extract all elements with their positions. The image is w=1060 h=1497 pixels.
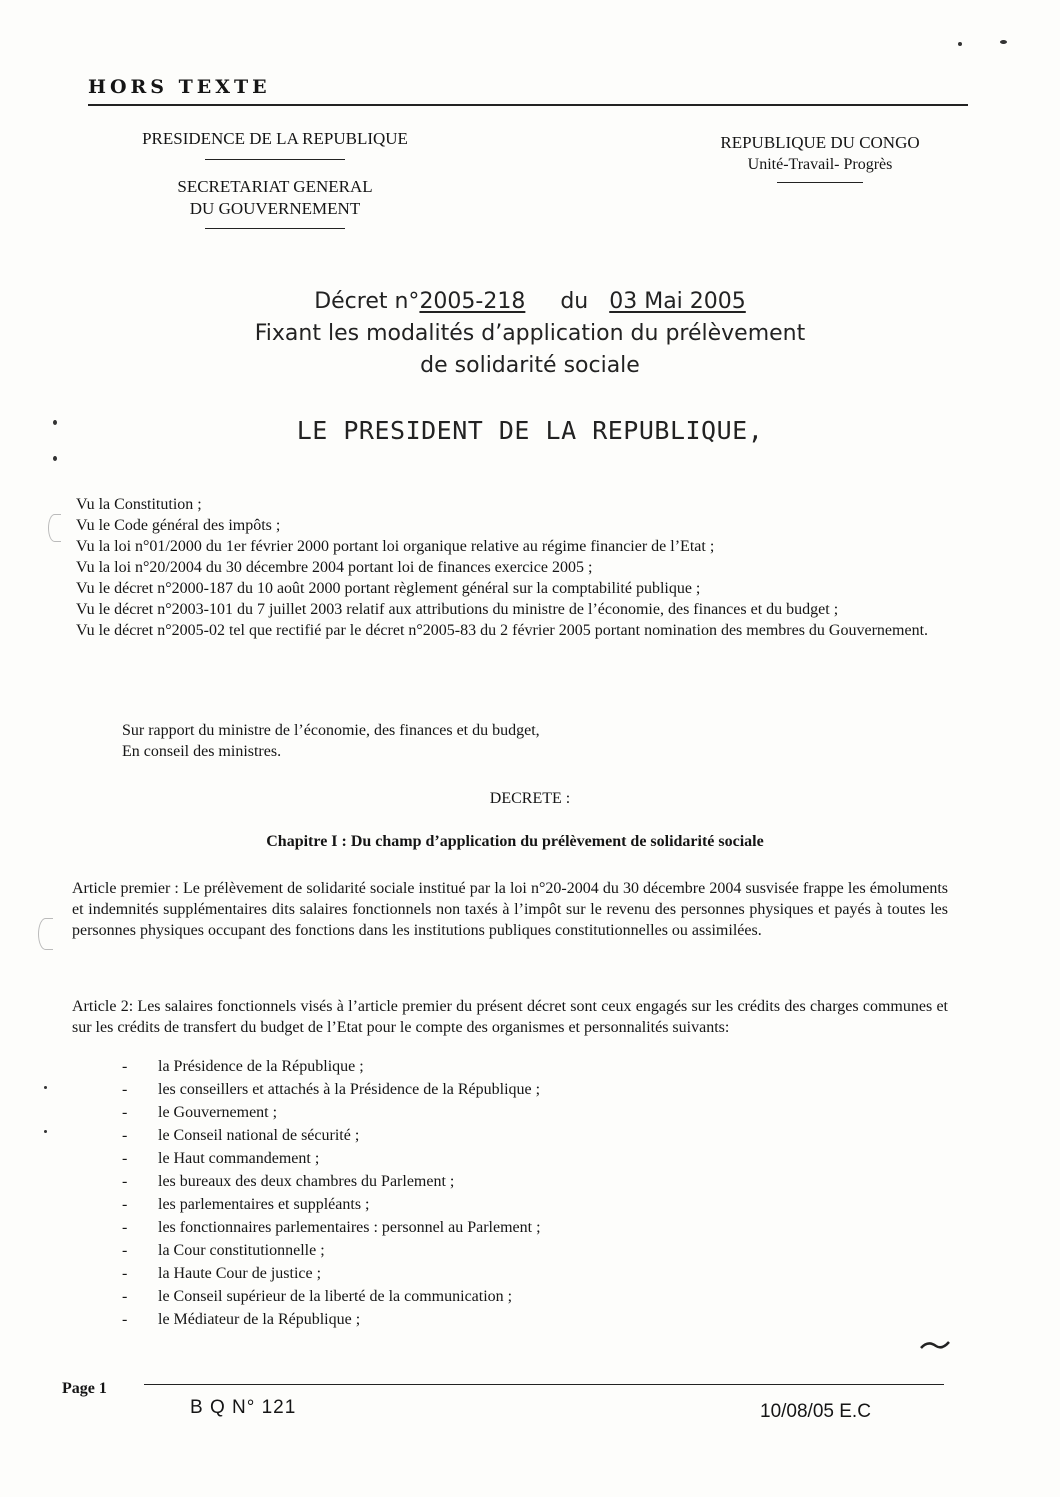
list-item bbox=[122, 1262, 822, 1285]
decree-title bbox=[150, 286, 910, 382]
list-item bbox=[122, 1078, 822, 1101]
list-item-text: la Haute Cour de justice ; bbox=[158, 1265, 322, 1282]
scan-speck bbox=[44, 1130, 47, 1133]
header-left-sub bbox=[110, 176, 440, 229]
list-item bbox=[122, 1101, 822, 1124]
vu-item: Vu le Code général des impôts ; bbox=[76, 517, 281, 534]
hors-texte-label: HORS TEXTE bbox=[88, 76, 271, 98]
presidence-label: PRESIDENCE DE LA REPUBLIQUE bbox=[142, 129, 408, 148]
list-item bbox=[122, 1285, 822, 1308]
punch-hole-shadow bbox=[38, 918, 53, 950]
vu-item: Vu la Constitution ; bbox=[76, 496, 202, 513]
footer-bq-number: B Q N° 121 bbox=[190, 1397, 297, 1418]
handwritten-mark bbox=[918, 1336, 952, 1356]
list-item bbox=[122, 1216, 822, 1239]
list-item bbox=[122, 1308, 822, 1331]
vu-item: Vu le décret n°2003-101 du 7 juillet 2003 relatif aux attributions du ministre de l’économie, des finances et du budget ; bbox=[76, 601, 839, 618]
list-item-text: la Présidence de la République ; bbox=[158, 1058, 364, 1075]
vu-item: Vu le décret n°2000-187 du 10 août 2000 portant règlement général sur la comptabilité publique ; bbox=[76, 580, 701, 597]
list-dash: - bbox=[122, 1311, 128, 1328]
header-right-rule bbox=[777, 182, 863, 183]
list-dash: - bbox=[122, 1058, 128, 1075]
republique-label: REPUBLIQUE DU CONGO bbox=[720, 133, 920, 152]
list-item-text: le Médiateur de la République ; bbox=[158, 1311, 361, 1328]
footer-page-number: Page 1 bbox=[62, 1380, 107, 1397]
list-dash: - bbox=[122, 1104, 128, 1121]
secretariat-label: SECRETARIAT GENERAL bbox=[177, 177, 373, 196]
chapitre-heading: Chapitre I : Du champ d’application du prélèvement de solidarité sociale bbox=[266, 833, 764, 850]
vu-item: Vu le décret n°2005-02 tel que rectifié par le décret n°2005-83 du 2 février 2005 portant nomination des membres du Gouvernement. bbox=[76, 622, 929, 639]
decrete-heading: DECRETE : bbox=[489, 790, 571, 807]
header-left-rule bbox=[205, 159, 345, 160]
sur-rapport: Sur rapport du ministre de l’économie, des finances et du budget, bbox=[122, 722, 540, 739]
en-conseil: En conseil des ministres. bbox=[122, 743, 282, 760]
scan-speck bbox=[53, 420, 57, 425]
list-item-text: les parlementaires et suppléants ; bbox=[158, 1196, 370, 1213]
list-item bbox=[122, 1147, 822, 1170]
list-item bbox=[122, 1193, 822, 1216]
list-item-text: le Conseil national de sécurité ; bbox=[158, 1127, 360, 1144]
gouvernement-label: DU GOUVERNEMENT bbox=[189, 199, 361, 218]
list-item-text: la Cour constitutionnelle ; bbox=[158, 1242, 325, 1259]
list-item-text: les bureaux des deux chambres du Parlement ; bbox=[158, 1173, 455, 1190]
list-dash: - bbox=[122, 1173, 128, 1190]
footer-rule bbox=[144, 1384, 944, 1385]
sur-rapport-block bbox=[122, 720, 822, 762]
president-heading: LE PRESIDENT DE LA REPUBLIQUE, bbox=[296, 416, 764, 445]
footer-date: 10/08/05 E.C bbox=[760, 1401, 871, 1422]
decree-subject-line1: Fixant les modalités d’application du prélèvement bbox=[254, 321, 806, 346]
article-2: Article 2: Les salaires fonctionnels visés à l’article premier du présent décret sont ceux engagés sur les crédits des charges communes et sur les crédits de transfert du budget de l’Etat pour le compte des organismes et personnalités suivants: bbox=[72, 998, 948, 1036]
list-item bbox=[122, 1124, 822, 1147]
decree-date: 03 Mai 2005 bbox=[609, 289, 746, 314]
decree-subject-line2: de solidarité sociale bbox=[420, 353, 640, 378]
list-dash: - bbox=[122, 1127, 128, 1144]
header-right bbox=[690, 132, 950, 183]
header-left bbox=[110, 128, 440, 160]
scan-speck bbox=[53, 456, 57, 461]
list-item-text: le Conseil supérieur de la liberté de la communication ; bbox=[158, 1288, 513, 1305]
list-item-text: les conseillers et attachés à la Présidence de la République ; bbox=[158, 1081, 541, 1098]
list-item-text: le Gouvernement ; bbox=[158, 1104, 278, 1121]
scan-speck bbox=[44, 1086, 47, 1089]
header-left-rule-2 bbox=[205, 228, 345, 229]
list-dash: - bbox=[122, 1081, 128, 1098]
list-item bbox=[122, 1055, 822, 1078]
list-dash: - bbox=[122, 1265, 128, 1282]
list-item-text: le Haut commandement ; bbox=[158, 1150, 320, 1167]
vu-item: Vu la loi n°20/2004 du 30 décembre 2004 portant loi de finances exercice 2005 ; bbox=[76, 559, 593, 576]
article-premier: Article premier : Le prélèvement de solidarité sociale institué par la loi n°20-2004 du 30 décembre 2004 susvisée frappe les émoluments et indemnités supplémentaires dits salaires fonctionnels non taxés à l’impôt sur le revenu des personnes physiques et payés à toutes les personnes physiques occupant des fonctions dans les institutions publiques constitutionnelles ou assimilées. bbox=[72, 880, 948, 939]
list-dash: - bbox=[122, 1242, 128, 1259]
punch-hole-shadow bbox=[48, 514, 61, 542]
organisms-list bbox=[122, 1055, 822, 1331]
list-dash: - bbox=[122, 1288, 128, 1305]
top-rule bbox=[88, 104, 968, 106]
decree-number: 2005-218 bbox=[419, 289, 526, 314]
decree-prefix: Décret n° bbox=[314, 289, 420, 314]
scan-speck bbox=[1000, 40, 1007, 44]
list-dash: - bbox=[122, 1150, 128, 1167]
list-item-text: les fonctionnaires parlementaires : personnel au Parlement ; bbox=[158, 1219, 541, 1236]
vu-item: Vu la loi n°01/2000 du 1er février 2000 portant loi organique relative au régime financier de l’Etat ; bbox=[76, 538, 715, 555]
list-item bbox=[122, 1170, 822, 1193]
decree-du: du bbox=[560, 289, 589, 314]
list-dash: - bbox=[122, 1219, 128, 1236]
decree-number-line bbox=[150, 286, 910, 318]
list-item bbox=[122, 1239, 822, 1262]
scan-speck bbox=[958, 42, 962, 46]
vu-list bbox=[76, 494, 952, 641]
motto-label: Unité-Travail- Progrès bbox=[747, 156, 893, 173]
list-dash: - bbox=[122, 1196, 128, 1213]
